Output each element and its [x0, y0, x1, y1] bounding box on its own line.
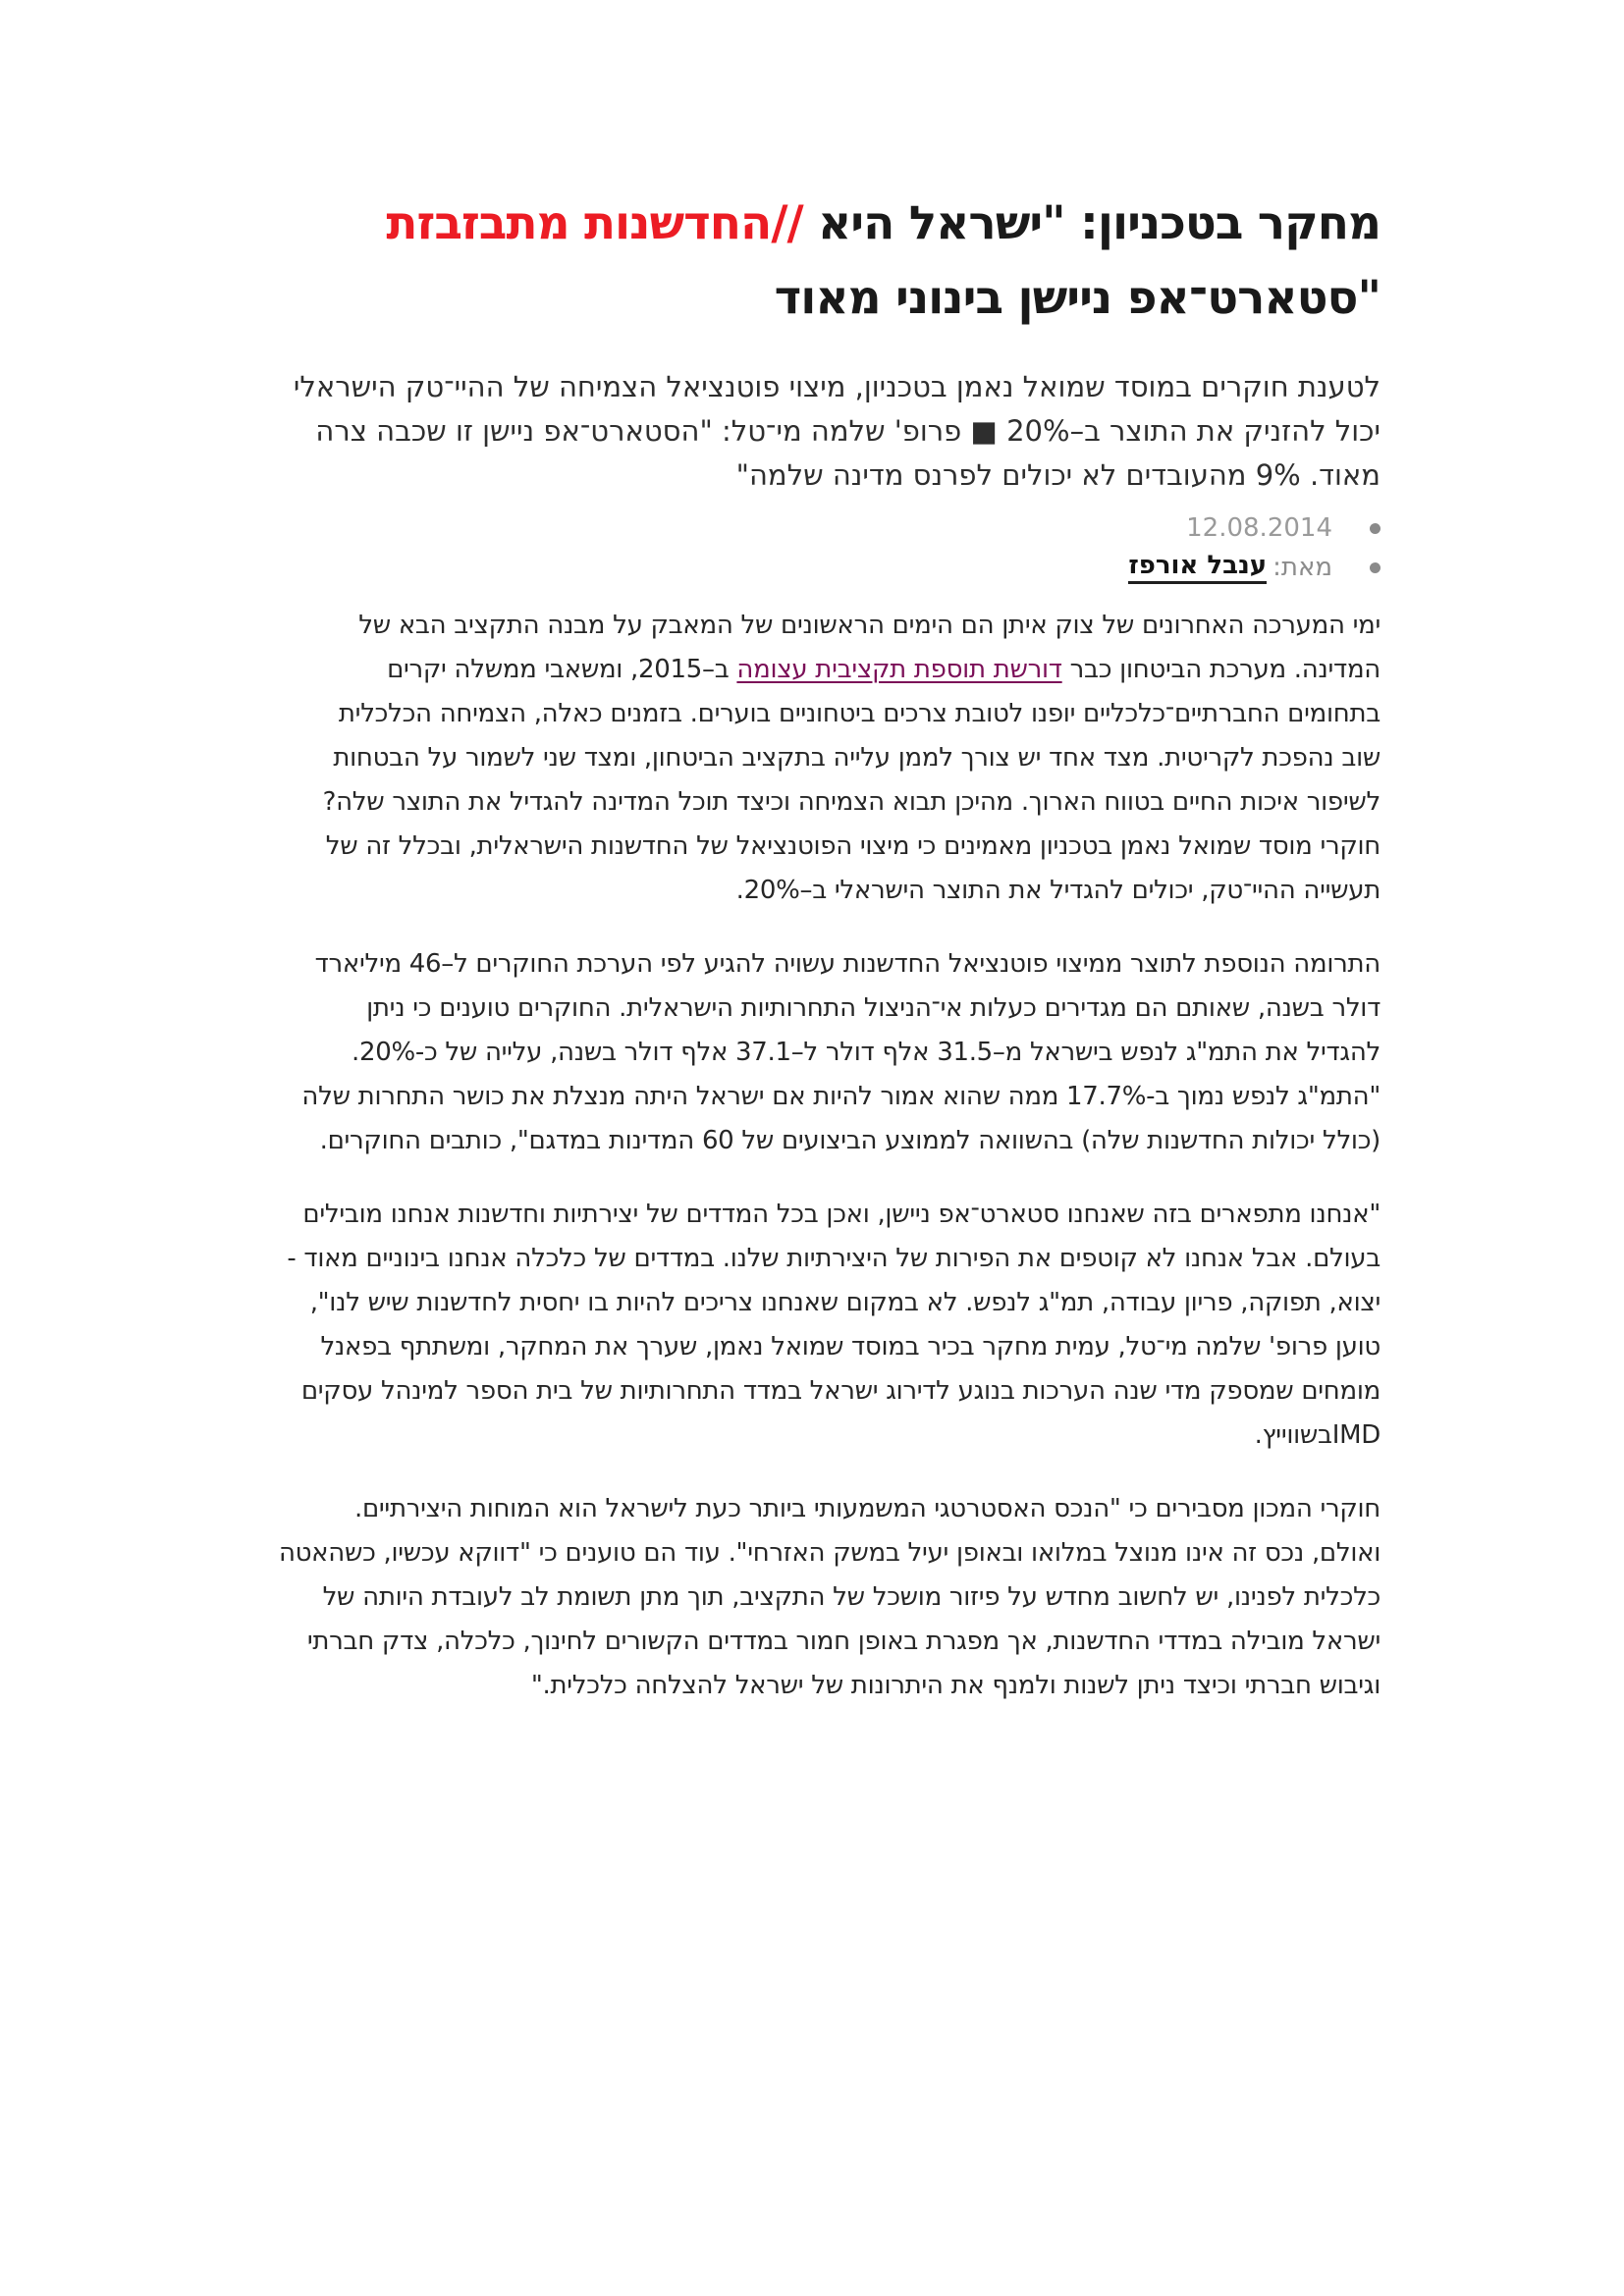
article-subtitle: לטענת חוקרים במוסד שמואל נאמן בטכניון, מיצוי פוטנציאל הצמיחה של ההיי־טק הישראלי יכול להזניק את התוצר ב–20% ■ פרופ' שלמה מי־טל: "הסטארט־אפ ניישן זו שכבה צרה מאוד. 9% מהעובדים לא יכולים לפרנס מדינה שלמה": [293, 370, 1380, 492]
bullet-icon: [1370, 562, 1380, 573]
article-paragraph-1: [151, 604, 1380, 913]
article-paragraph-2: התרומה הנוספת לתוצר ממיצוי פוטנציאל החדשנות עשויה להגיע לפי הערכת החוקרים ל–46 מיליארד דולר בשנה, שאותם הם מגדירים כעלות אי־הניצול התחרותיות הישראלית. החוקרים טוענים כי ניתן להגדיל את התמ"ג לנפש בישראל מ–31.5 אלף דולר ל–37.1 אלף דולר בשנה, עלייה של כ-20%. "התמ"ג לנפש נמוך ב-17.7% ממה שהוא אמור להיות אם ישראל היתה מנצלת את כושר התחרות שלה (כולל יכולות החדשנות שלה) בהשוואה לממוצע הביצועים של 60 המדינות במדגם", כותבים החוקרים.: [301, 949, 1380, 1155]
article-paragraph-3: "אנחנו מתפארים בזה שאנחנו סטארט־אפ ניישן, ואכן בכל המדדים של יצירתיות וחדשנות אנחנו מובילים בעולם. אבל אנחנו לא קוטפים את הפירות של היצירתיות שלנו. במדדים של כלכלה אנחנו בינוניים מאוד - יצוא, תפוקה, פריון עבודה, תמ"ג לנפש. לא במקום שאנחנו צריכים להיות בו יחסית לחדשנות שיש לנו", טוען פרופ' שלמה מי־טל, עמית מחקר בכיר במוסד שמואל נאמן, שערך את המחקר, ומשתתף בפאנל מומחים שמספק מדי שנה הערכות בנוגע לדירוג ישראל במדד התחרותיות של בית הספר למינהל עסקים IMDבשווייץ.: [287, 1200, 1380, 1450]
paragraph-1-text-before-link: ימי המערכה האחרונים של צוק איתן הם הימים הראשונים של המאבק על מבנה התקציב הבא של המדינה. מערכת הביטחון כבר: [358, 611, 1380, 684]
headline-text-part2: "סטארט־אפ ניישן בינוני מאוד: [774, 271, 1380, 325]
paragraph-1-text-after-link: ב–2015, ומשאבי ממשלה יקרים בתחומים החברתיים־כלכליים יופנו לטובת צרכים ביטחוניים בוערים. בזמנים כאלה, הצמיחה הכלכלית שוב נהפכת לקריטית. מצד אחד יש צורך לממן עלייה בתקציב הביטחון, ומצד שני לשמור על הבטחות לשיפור איכות החיים בטווח הארוך. מהיכן תבוא הצמיחה וכיצד תוכל המדינה להגדיל את התוצר שלה? חוקרי מוסד שמואל נאמן בטכניון מאמינים כי מיצוי הפוטנציאל של החדשנות הישראלית, ובכלל זה של תעשייה ההיי־טק, יכולים להגדיל את התוצר הישראלי ב–20%.: [322, 655, 1380, 905]
byline-row: [151, 551, 1380, 584]
publish-date: 12.08.2014: [1186, 513, 1332, 543]
budget-supplement-link[interactable]: דורשת תוספת תקציבית עצומה: [736, 655, 1062, 684]
article-paragraph-4: חוקרי המכון מסבירים כי "הנכס האסטרטגי המשמעותי ביותר כעת לישראל הוא המוחות היצירתיים. ואולם, נכס זה אינו מנוצל במלואו ובאופן יעיל במשק האזרחי". עוד הם טוענים כי "דווקא עכשיו, כשהאטה כלכלית לפנינו, יש לחשוב מחדש על פיזור מושכל של התקציב, תוך מתן תשומת לב לעובדת היותה של ישראל מובילה במדדי החדשנות, אך מפגרת באופן חמור במדדים הקשורים לחינוך, כלכלה, צדק חברתי וגיבוש חברתי וכיצד ניתן לשנות ולמנף את היתרונות של ישראל להצלחה כלכלית.": [278, 1494, 1380, 1700]
article-meta: [151, 513, 1380, 584]
author-link[interactable]: ענבל אורפז: [1128, 551, 1267, 584]
headline-text-part1: מחקר בטכניון: "ישראל היא: [802, 196, 1380, 250]
bullet-icon: [1370, 523, 1380, 534]
date-row: [151, 513, 1380, 543]
article-body: [151, 604, 1380, 1708]
article-headline: [151, 187, 1380, 336]
byline-label: מאת:: [1272, 553, 1332, 582]
headline-kicker: //החדשנות מתבזבזת: [386, 196, 803, 250]
